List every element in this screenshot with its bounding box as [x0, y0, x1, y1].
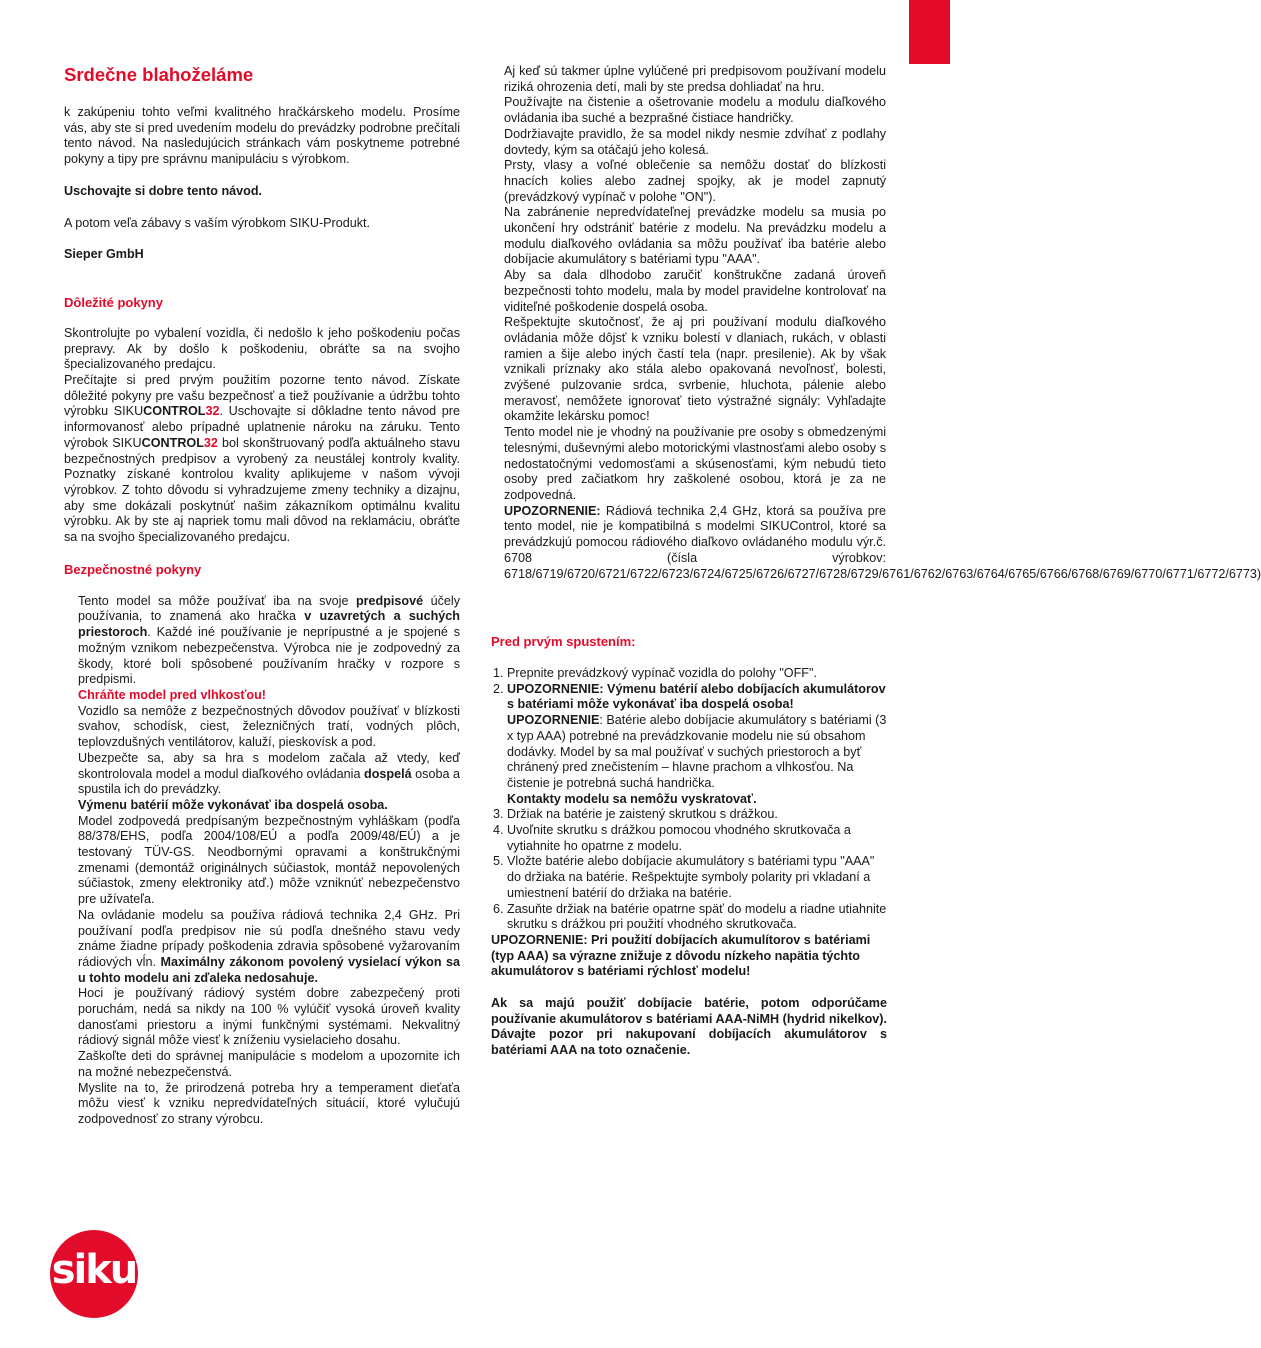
step-4: 4. Uvoľnite skrutku s drážkou pomocou vhodného skrutkovača a vytiahnite ho opatrne z modelu. [507, 823, 887, 854]
company-name: Sieper GmbH [64, 247, 144, 262]
right-paragraph-1: Aj keď sú takmer úplne vylúčené pri predpisovom používaní modelu riziká ohrozenia detí, mali by ste predsa dohliadať na hru. [504, 64, 886, 94]
brand-sikucontrol: SIKUCONTROL32 [112, 435, 218, 450]
right-paragraph-8: Tento model nie je vhodný na používanie pre osoby s obmedzenými telesnými, duševnými alebo motorickými vlastnosťami alebo osoby s nedostatočnými vedomosťami a skúsenosťami, kým nebudú tieto osoby pred začiatkom hry zaškolené osobou, ktorá je za ne zodpovedná. [504, 425, 886, 502]
step-3: 3. Držiak na batérie je zaistený skrutkou s drážkou. [507, 807, 887, 823]
safety-paragraph-1: Tento model sa môže používať iba na svoje predpisové účely používania, to znamená ako hračka v uzavretých a suchých priestoroch. Každé iné používanie je neprípustné a je spojené s možným vznikom nebezpečenstva. Výrobca nie je zodpovedný za škody, ktoré boli spôsobené používaním hračky v rozpore s predpismi. [78, 593, 460, 687]
page-title: Srdečne blahoželáme [64, 64, 254, 85]
first-use-heading: Pred prvým spustením: [491, 634, 636, 649]
important-heading: Dôležité pokyny [64, 294, 163, 310]
safety-paragraph-7: Hoci je používaný rádiový systém dobre zabezpečený proti poruchám, nedá sa nikdy na 100 % vylúčiť vysoká úroveň kvality danosťami priestoru a inými funkčnými systémami. Nekvalitný rádiový signál môže viesť k zníženiu vysielacieho dosahu. [78, 986, 460, 1048]
corner-tab [909, 0, 950, 64]
rechargeable-warning: UPOZORNENIE: Pri použití dobíjacích akumulítorov s batériami (typ AAA) sa výrazne znižuje z dôvodu nízkeho napätia týchto akumulátorov s batériami rýchlosť modelu! [491, 932, 871, 979]
enjoy-text: A potom veľa zábavy s vaším výrobkom SIKU-Produkt. [64, 215, 371, 230]
right-paragraph-4: Prsty, vlasy a voľné oblečenie sa nemôžu dostať do blízkosti hnacích kolies alebo zadnej spojky, ak je model zapnutý (prevádzkový vypínač v polohe "ON"). [504, 158, 886, 204]
nimh-recommendation: Ak sa majú použiť dobíjacie batérie, potom odporúčame používanie akumulátorov s batériami AAA-NiMH (hydrid nikelkov). Dávajte pozor pri nakupovaní dobíjacích akumulátorov s batériami AAA na toto označenie. [491, 996, 887, 1058]
step-6: 6. Zasuňte držiak na batérie opatrne späť do modelu a riadne utiahnite skrutku s drážkou pri použití vhodného skrutkovača. [507, 902, 887, 933]
left-column [64, 64, 460, 1128]
right-column [504, 64, 1261, 582]
safety-heading: Bezpečnostné pokyny [64, 561, 202, 577]
brand-sikucontrol: SIKUCONTROL32 [113, 404, 220, 419]
siku-logo [50, 1230, 138, 1318]
safety-paragraph-8: Zaškoľte deti do správnej manipulácie s modelom a upozornite ich na možné nebezpečenstvá. [78, 1049, 460, 1079]
right-paragraph-7: Rešpektujte skutočnosť, že aj pri používaní modulu diaľkového ovládania môže dôjsť k vzniku bolestí v dlaniach, rukách, v oblasti ramien a šije alebo iných častí tela (napr. presilenie). Ak by však vznikali príznaky ako stála alebo opakovaná nevoľnosť, bolesti, zvýšené pulzovanie srdca, svrbenie, hluchota, pálenie alebo meravosť, nemôžete ignorovať tieto výstražné signály: Vyhľadajte okamžite lekársku pomoc! [504, 315, 886, 424]
first-use-steps [491, 666, 887, 933]
important-paragraph-1: Skontrolujte po vybalení vozidla, či nedošlo k jeho poškodeniu počas prepravy. Ak by došlo k poškodeniu, obráťte sa na svojho špecializovaného predajcu. [64, 325, 460, 372]
moisture-warning: Chráňte model pred vlhkosťou! [78, 687, 266, 702]
safety-paragraph-3: Ubezpečte sa, aby sa hra s modelom začala až vtedy, keď skontrolovala model a modul diaľkového ovládania dospelá osoba a spustila ich do prevádzky. [78, 750, 460, 797]
step-1: 1. Prepnite prevádzkový vypínač vozidla do polohy "OFF". [507, 666, 887, 682]
right-paragraph-2: Používajte na čistenie a ošetrovanie modelu a modulu diaľkového ovládania iba suché a bezprašné čistiace handričky. [504, 95, 886, 126]
keep-manual-text: Uschovajte si dobre tento návod. [64, 183, 263, 198]
safety-paragraph-9: Myslite na to, že prirodzená potreba hry a temperament dieťaťa môžu viesť k vzniku nepredvídateľných situácií, ktoré vylučujú zodpovednosť zo strany výrobcu. [78, 1080, 460, 1126]
battery-adult-warning: Výmenu batérií môže vykonávať iba dospelá osoba. [78, 797, 388, 812]
step-2: 2. UPOZORNENIE: Výmenu batérií alebo dobíjacích akumulátorov s batériami môže vykonávať iba dospelá osoba! UPOZORNENIE: Batérie alebo dobíjacie akumulátory s batériami (3 x typ AAA) potrebné na prevádzkovanie modelu nie sú obsahom dodávky. Model by sa mal používať v suchých priestoroch a byť chránený pred znečistením – hlavne prachom a vlhkosťou. Na čistenie je potrebná suchá handrička. Kontakty modelu sa nemôžu vyskratovať. [507, 682, 887, 808]
logo-text: siku [51, 1247, 137, 1293]
safety-paragraph-2: Vozidlo sa nemôže z bezpečnostných dôvodov používať v blízkosti svahov, schodísk, ciest, železničných tratí, vodných plôch, teplovzdušných ventilátorov, kaluží, pieskovísk a pod. [78, 703, 460, 750]
important-paragraph-2: Prečítajte si pred prvým použitím pozorne tento návod. Získate dôležité pokyny pre vašu bezpečnosť a tiež používanie a údržbu tohto výrobku SIKUCONTROL32. Uschovajte si dôkladne tento návod pre informovanosť alebo prípadné uplatnenie nároku na záruku. Tento výrobok SIKUCONTROL32 bol skonštruovaný podľa aktuálneho stavu bezpečnostných predpisov a vyrobený za neustálej kontroly kvality. Poznatky získané kontrolou kvality aplikujeme v našom vývoji výrobkov. Z tohto dôvodu si vyhradzujeme zmeny techniky a dizajnu, aby sme dokázali poskytnúť našim zákazníkom optimálnu kvalitu výrobku. Ak by ste aj napriek tomu mali dôvod na reklamáciu, obráťte sa na svojho špecializovaného predajcu. [64, 373, 460, 545]
intro-paragraph: k zakúpeniu tohto veľmi kvalitného hračkárskeho modelu. Prosíme vás, aby ste si pred uvedením modelu do prevádzky podrobne prečítali tento návod. Na nasledujúcich stránkach vám poskytneme potrebné pokyny a tipy pre správnu manipuláciu s výrobkom. [64, 105, 460, 167]
right-paragraph-5: Na zabránenie nepredvídateľnej prevádzke modelu sa musia po ukončení hry odstrániť batérie z modelu. Na prevádzku modelu a modulu diaľkového ovládania sa môžu používať iba batérie alebo dobíjacie akumulátory s batériami typu "AAA". [504, 205, 886, 267]
step-5: 5. Vložte batérie alebo dobíjacie akumulátory s batériami typu "AAA" do držiaka na batérie. Rešpektujte symboly polarity pri vkladaní a umiestnení batérií do držiaka na batérie. [507, 854, 887, 901]
right-paragraph-6: Aby sa dala dlhodobo zaručiť konštrukčne zadaná úroveň bezpečnosti tohto modelu, mala by model pravidelne kontrolovať na viditeľné poškodenie dospelá osoba. [504, 268, 886, 314]
right-paragraph-3: Dodržiavajte pravidlo, že sa model nikdy nesmie zdvíhať z podlahy dovtedy, kým sa otáčajú jeho kolesá. [504, 126, 886, 157]
first-use-section [491, 634, 887, 1059]
safety-paragraph-6: Na ovládanie modelu sa používa rádiová technika 2,4 GHz. Pri používaní podľa predpisov nie sú podľa dnešného stavu vedy známe žiadne prípady poškodenia zdravia spôsobené vyžarovaním rádiových vĺn. Maximálny zákonom povolený vysielací výkon sa u tohto modelu ani zďaleka nedosahuje. [78, 907, 460, 985]
right-paragraph-9: UPOZORNENIE: Rádiová technika 2,4 GHz, ktorá sa používa pre tento model, nie je kompatibilná s modelmi SIKUControl, ktoré sa prevádzkujú pomocou rádiového diaľkovo ovládaného modulu výr.č. 6708 (čísla výrobkov: 6718/6719/6720/6721/6722/6723/6724/6725/6726/6727/6728/6729/6761/6762/6763/6764/6765/6766/6768/6769/6770/6771/6772/6773) [504, 503, 1261, 581]
safety-section [64, 594, 460, 1128]
safety-paragraph-5: Model zodpovedá predpísaným bezpečnostným vyhláškam (podľa 88/378/EHS, podľa 2004/108/EÚ a podľa 2009/48/EÚ) a je testovaný TÜV-GS. Neodbornými opravami a konštrukčnými zmenami (demontáž originálnych súčiastok, montáž nepovolených súčiastok, zmeny elektroniky atď.) môže vzniknúť nebezpečenstvo pre užívateľa. [78, 813, 460, 907]
